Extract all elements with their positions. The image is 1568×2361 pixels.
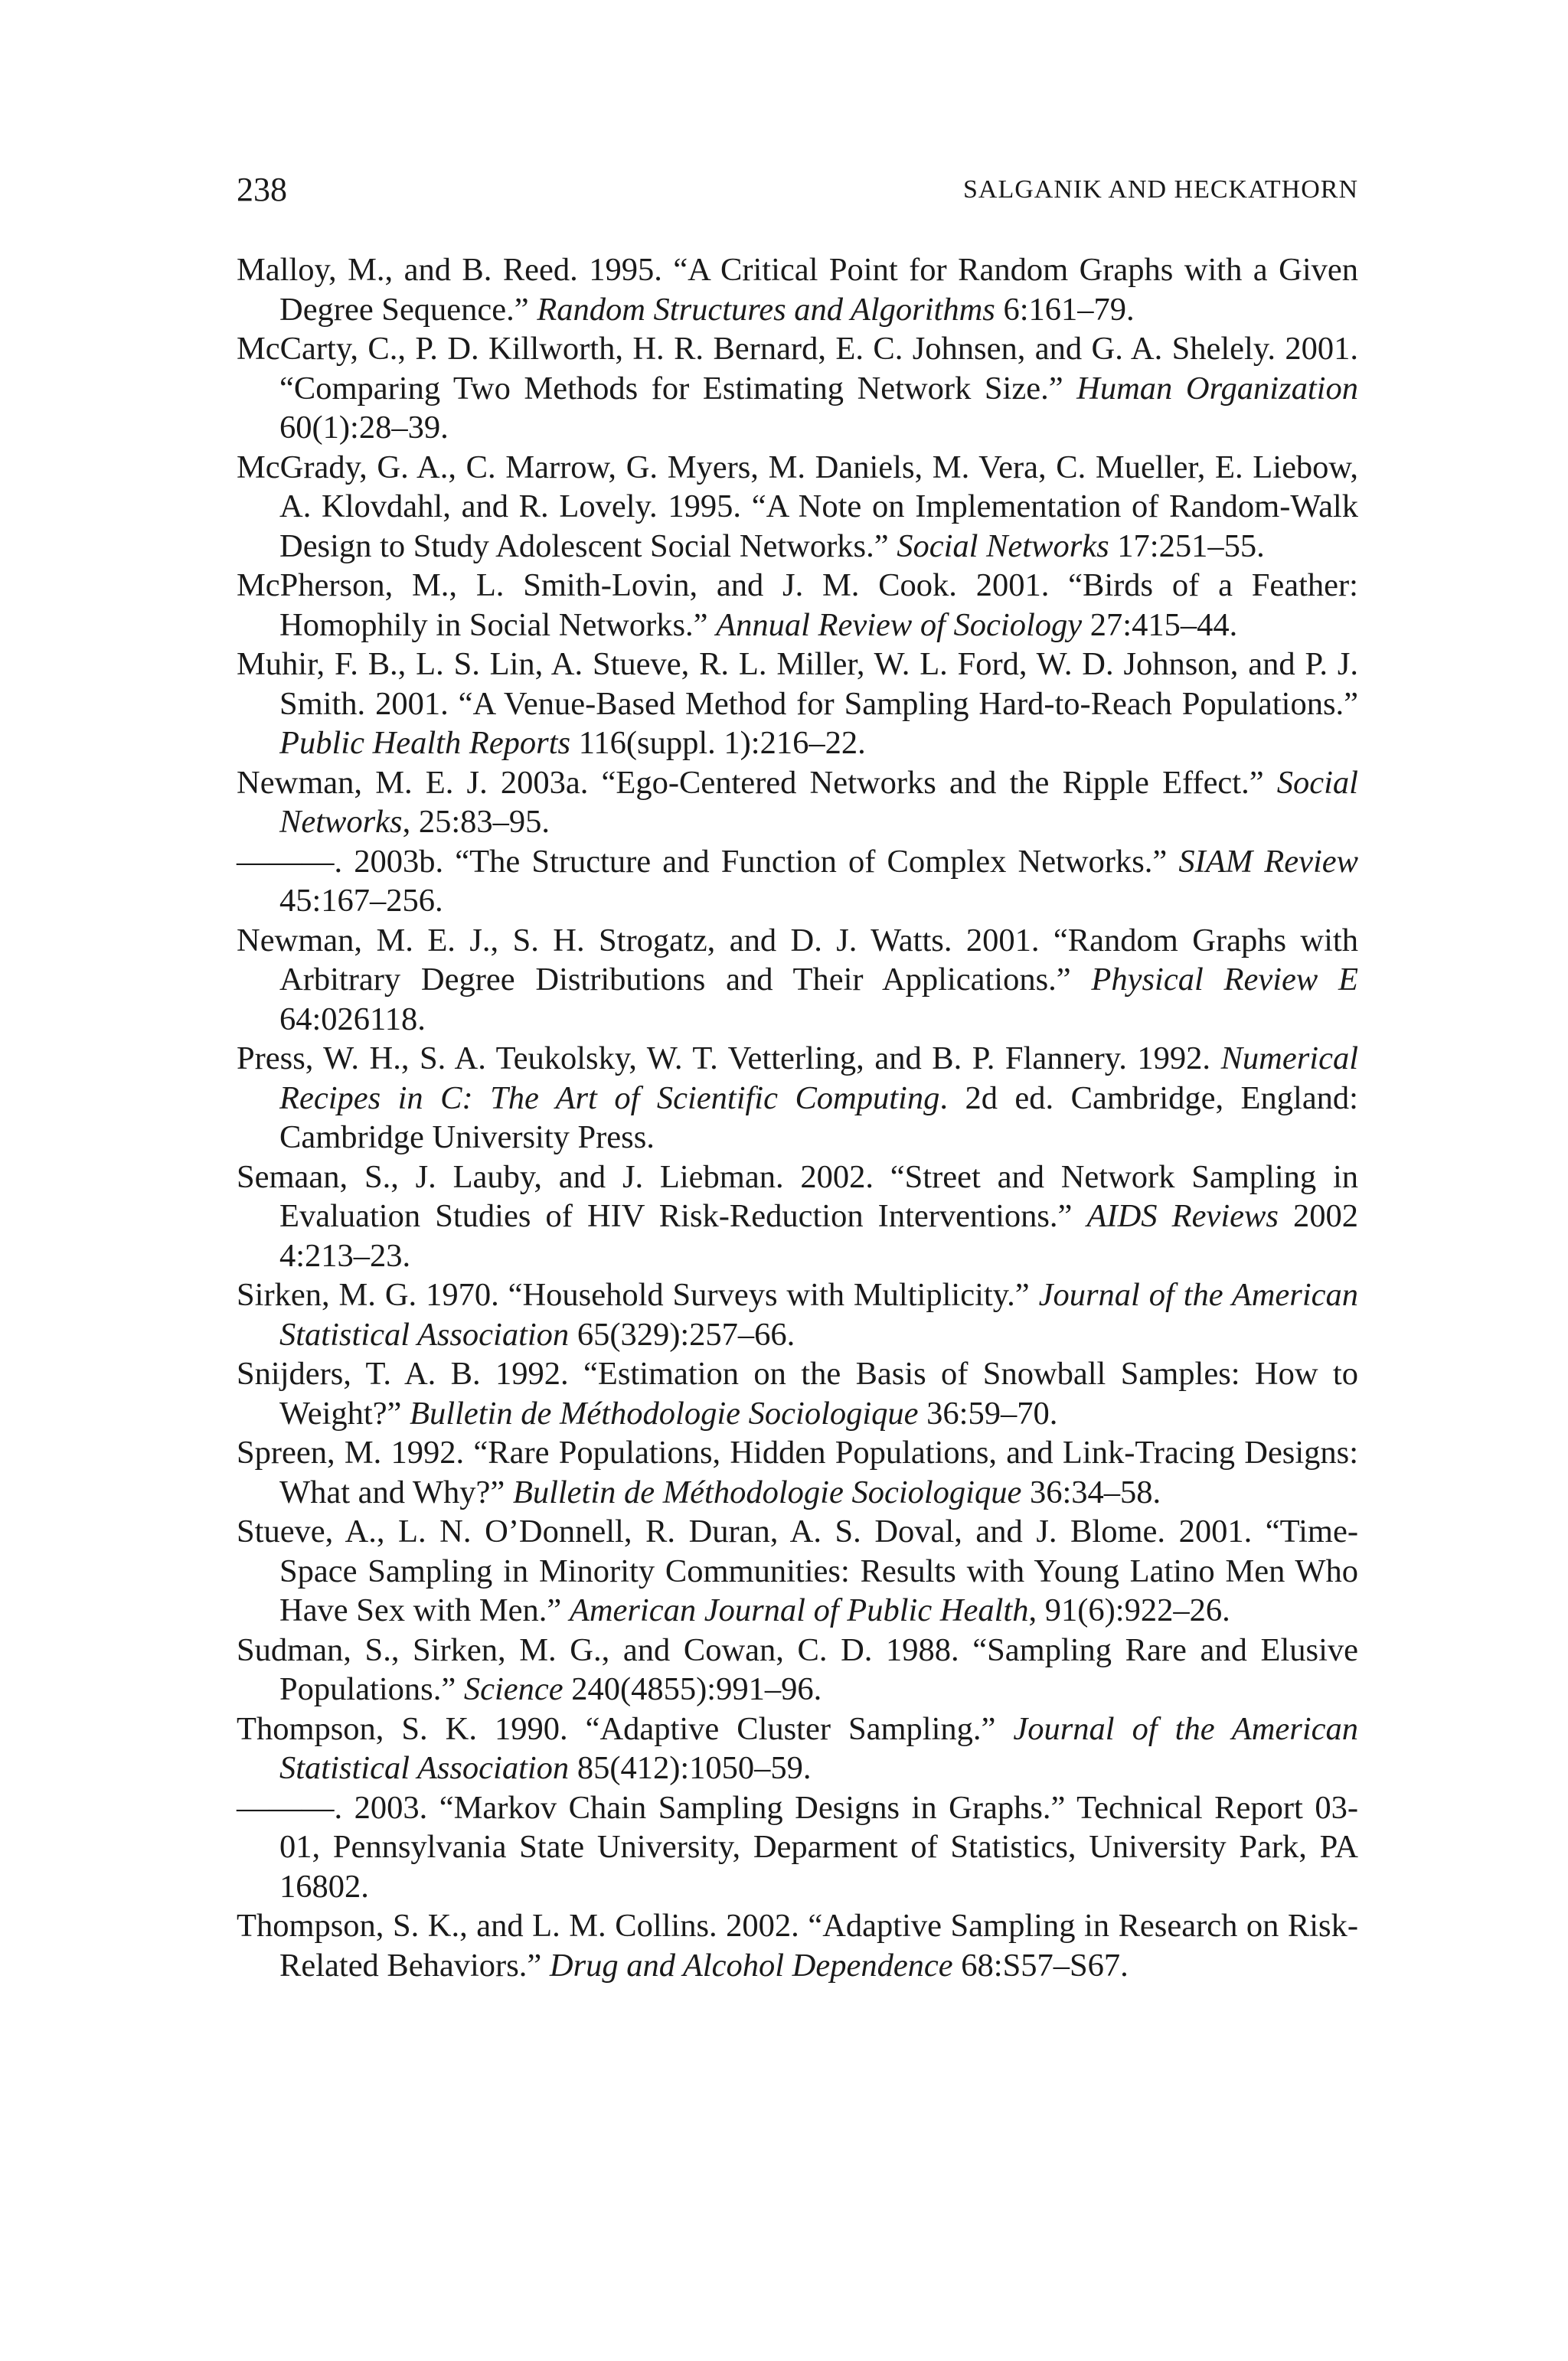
reference-text: Malloy, M., and B. Reed. 1995. “A Critical Point for Random Graphs with a Given Degree Sequence.” xyxy=(237,252,1358,328)
reference-entry xyxy=(237,1275,1358,1354)
reference-journal: Journal of the American Statistical Association xyxy=(279,1710,1359,1786)
reference-entry xyxy=(237,250,1358,329)
reference-details: . 2d ed. Cambridge, England: Cambridge University Press. xyxy=(279,1079,1358,1155)
reference-details: 36:34–58. xyxy=(1021,1474,1161,1510)
reference-text: Sirken, M. G. 1970. “Household Surveys with Multiplicity.” xyxy=(237,1277,1039,1313)
reference-journal: Journal of the American Statistical Association xyxy=(279,1277,1358,1353)
reference-details: 68:S57–S67. xyxy=(952,1947,1129,1984)
reference-details: 27:415–44. xyxy=(1082,606,1238,643)
reference-details: 6:161–79. xyxy=(995,291,1135,328)
reference-details: 45:167–256. xyxy=(279,883,443,919)
reference-text: McGrady, G. A., C. Marrow, G. Myers, M. Daniels, M. Vera, C. Mueller, E. Liebow, A. Klovdahl, and R. Lovely. 1995. “A Note on Implementation of Random-Walk Design to Study Adolescent Social Networks.” xyxy=(237,449,1358,564)
reference-entry xyxy=(237,448,1358,567)
reference-entry xyxy=(237,566,1358,645)
reference-text: Thompson, S. K., and L. M. Collins. 2002. “Adaptive Sampling in Research on Risk-Related Behaviors.” xyxy=(237,1908,1358,1984)
reference-journal: Human Organization xyxy=(1076,370,1358,407)
reference-entry xyxy=(237,763,1358,842)
reference-entry xyxy=(237,1631,1358,1710)
reference-details: 85(412):1050–59. xyxy=(569,1750,812,1786)
reference-journal: Drug and Alcohol Dependence xyxy=(549,1947,953,1984)
reference-entry xyxy=(237,1158,1358,1276)
reference-text: Muhir, F. B., L. S. Lin, A. Stueve, R. L. Miller, W. L. Ford, W. D. Johnson, and P. J. Smith. 2001. “A Venue-Based Method for Sampling Hard-to-Reach Populations.” xyxy=(237,646,1358,722)
reference-text: Press, W. H., S. A. Teukolsky, W. T. Vetterling, and B. P. Flannery. 1992. xyxy=(237,1040,1221,1076)
reference-journal: Public Health Reports xyxy=(279,725,571,761)
reference-details: , 25:83–95. xyxy=(402,804,550,840)
reference-entry xyxy=(237,329,1358,448)
reference-entry xyxy=(237,1710,1358,1788)
reference-entry xyxy=(237,1788,1358,1907)
reference-entry xyxy=(237,921,1358,1040)
reference-list xyxy=(237,250,1358,1985)
reference-journal: Social Networks xyxy=(279,764,1358,840)
reference-text: Thompson, S. K. 1990. “Adaptive Cluster Sampling.” xyxy=(237,1710,1014,1747)
reference-text: ———. 2003. “Markov Chain Sampling Designs in Graphs.” Technical Report 03-01, Pennsylvania State University, Deparment of Statistics, University Park, PA 16802. xyxy=(237,1789,1358,1905)
reference-entry xyxy=(237,1512,1358,1631)
reference-details: 240(4855):991–96. xyxy=(563,1671,822,1707)
reference-journal: Annual Review of Sociology xyxy=(716,606,1083,643)
reference-text: Newman, M. E. J. 2003a. “Ego-Centered Networks and the Ripple Effect.” xyxy=(237,764,1277,801)
reference-entry xyxy=(237,1354,1358,1433)
reference-text: Sudman, S., Sirken, M. G., and Cowan, C. D. 1988. “Sampling Rare and Elusive Populations.” xyxy=(237,1631,1358,1707)
reference-text: Snijders, T. A. B. 1992. “Estimation on the Basis of Snowball Samples: How to Weight?” xyxy=(237,1356,1358,1432)
reference-text: ———. 2003b. “The Structure and Function of Complex Networks.” xyxy=(237,843,1179,880)
reference-journal: SIAM Review xyxy=(1178,843,1358,880)
reference-details: 17:251–55. xyxy=(1109,527,1265,564)
reference-text: Semaan, S., J. Lauby, and J. Liebman. 2002. “Street and Network Sampling in Evaluation Studies of HIV Risk-Reduction Interventions.” xyxy=(237,1158,1358,1234)
reference-entry xyxy=(237,1433,1358,1512)
running-title: SALGANIK AND HECKATHORN xyxy=(963,175,1358,204)
reference-journal: Physical Review E xyxy=(1091,962,1358,998)
reference-details: 36:59–70. xyxy=(918,1395,1058,1432)
reference-entry xyxy=(237,1039,1358,1158)
running-head xyxy=(237,167,1358,213)
reference-journal: American Journal of Public Health xyxy=(569,1592,1029,1628)
reference-details: 60(1):28–39. xyxy=(279,410,449,446)
reference-text: McCarty, C., P. D. Killworth, H. R. Bernard, E. C. Johnsen, and G. A. Shelely. 2001. “Comparing Two Methods for Estimating Network Size.” xyxy=(237,331,1358,407)
reference-text: Stueve, A., L. N. O’Donnell, R. Duran, A. S. Doval, and J. Blome. 2001. “Time-Space Sampling in Minority Communities: Results with Young Latino Men Who Have Sex with Men.” xyxy=(237,1514,1358,1628)
reference-details: 2002 4:213–23. xyxy=(279,1198,1358,1274)
reference-journal: Numerical Recipes in C: The Art of Scientific Computing xyxy=(279,1040,1358,1116)
reference-entry xyxy=(237,842,1358,921)
reference-entry xyxy=(237,645,1358,763)
reference-journal: Bulletin de Méthodologie Sociologique xyxy=(410,1395,919,1432)
reference-journal: Bulletin de Méthodologie Sociologique xyxy=(512,1474,1022,1510)
page-number: 238 xyxy=(237,171,287,208)
reference-journal: AIDS Reviews xyxy=(1086,1198,1279,1234)
reference-text: Spreen, M. 1992. “Rare Populations, Hidden Populations, and Link-Tracing Designs: What and Why?” xyxy=(237,1435,1358,1510)
reference-journal: Random Structures and Algorithms xyxy=(537,291,995,328)
reference-details: 65(329):257–66. xyxy=(569,1316,795,1353)
reference-details: 64:026118. xyxy=(279,1001,426,1037)
reference-details: , 91(6):922–26. xyxy=(1028,1592,1230,1628)
reference-journal: Science xyxy=(463,1671,564,1707)
reference-journal: Social Networks xyxy=(897,527,1109,564)
reference-details: 116(suppl. 1):216–22. xyxy=(570,725,866,761)
reference-text: McPherson, M., L. Smith-Lovin, and J. M. Cook. 2001. “Birds of a Feather: Homophily in Social Networks.” xyxy=(237,567,1358,643)
reference-text: Newman, M. E. J., S. H. Strogatz, and D. J. Watts. 2001. “Random Graphs with Arbitrary Degree Distributions and Their Applications.” xyxy=(237,922,1358,998)
reference-entry xyxy=(237,1906,1358,1985)
